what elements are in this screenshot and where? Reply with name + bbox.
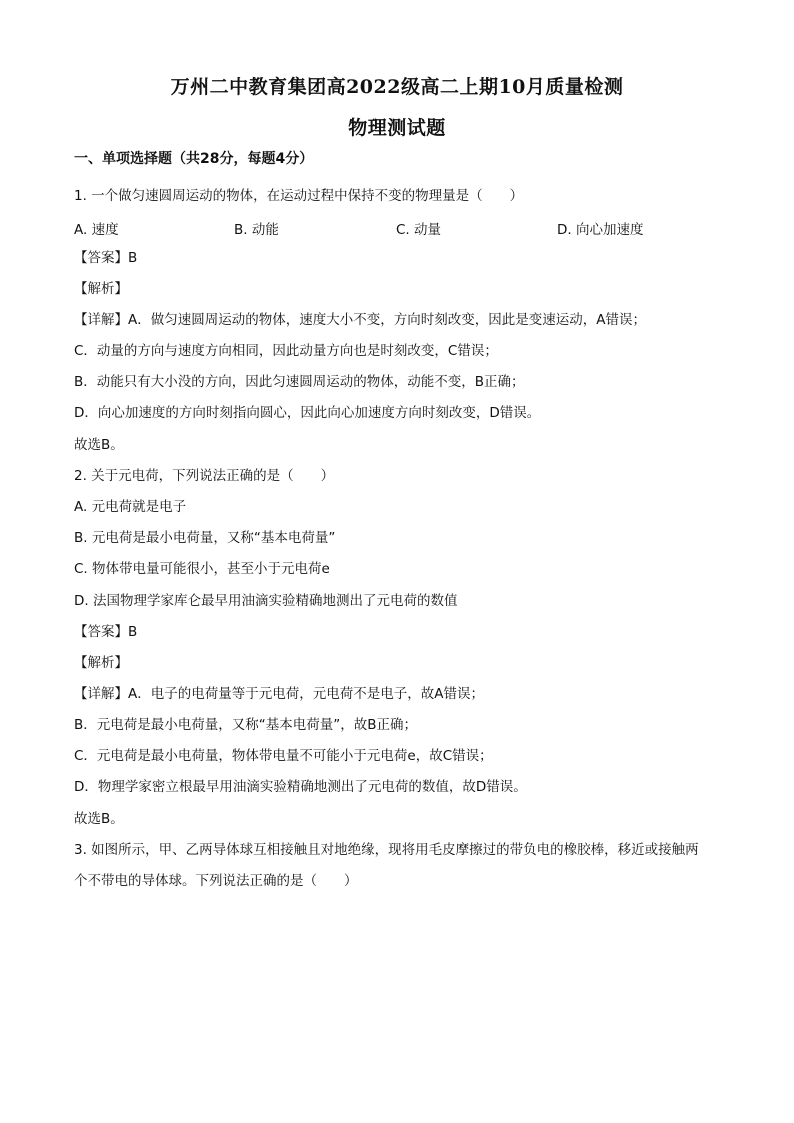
q1-option-b: B. 动能 <box>234 222 279 238</box>
q2-option-b: B. 元电荷是最小电荷量，又称“基本电荷量” <box>74 530 336 546</box>
q1-option-a: A. 速度 <box>74 222 119 238</box>
q1-detail-3: B．动能只有大小没的方向，因此匀速圆周运动的物体，动能不变，B正确； <box>74 374 525 390</box>
q2-option-a: A. 元电荷就是电子 <box>74 499 187 515</box>
q2-stem: 2. 关于元电荷，下列说法正确的是（ ） <box>74 468 335 484</box>
section-heading: 一、单项选择题（共28分，每题4分） <box>74 151 314 167</box>
q1-stem: 1. 一个做匀速圆周运动的物体，在运动过程中保持不变的物理量是（ ） <box>74 188 524 204</box>
q2-detail-2: B．元电荷是最小电荷量，又称“基本电荷量”，故B正确； <box>74 717 418 733</box>
q2-answer: 【答案】B <box>74 624 138 640</box>
q2-analysis-label: 【解析】 <box>74 655 128 671</box>
q2-detail-1: 【详解】A．电子的电荷量等于元电荷，元电荷不是电子，故A错误； <box>74 686 484 702</box>
q2-detail-3: C．元电荷是最小电荷量，物体带电量不可能小于元电荷e，故C错误； <box>74 748 493 764</box>
q2-option-d: D. 法国物理学家库仑最早用油滴实验精确地测出了元电荷的数值 <box>74 593 458 609</box>
q1-answer: 【答案】B <box>74 250 138 266</box>
q1-conclusion: 故选B。 <box>74 437 124 453</box>
q1-detail-4: D．向心加速度的方向时刻指向圆心，因此向心加速度方向时刻改变，D错误。 <box>74 405 541 421</box>
q3-stem-line-1: 3. 如图所示，甲、乙两导体球互相接触且对地绝缘，现将用毛皮摩擦过的带负电的橡胶棒，移近或接触两 <box>74 842 699 858</box>
q1-option-c: C. 动量 <box>396 222 442 238</box>
document-subtitle: 物理测试题 <box>348 117 446 139</box>
q1-option-d: D. 向心加速度 <box>557 222 644 238</box>
q3-stem-line-2: 个不带电的导体球。下列说法正确的是（ ） <box>74 873 358 889</box>
document-title: 万州二中教育集团高2022级高二上期10月质量检测 <box>170 76 624 98</box>
q1-detail-1: 【详解】A．做匀速圆周运动的物体，速度大小不变，方向时刻改变，因此是变速运动，A错误； <box>74 312 646 328</box>
q2-option-c: C. 物体带电量可能很小，甚至小于元电荷e <box>74 561 330 577</box>
q1-detail-2: C．动量的方向与速度方向相同，因此动量方向也是时刻改变，C错误； <box>74 343 498 359</box>
q2-conclusion: 故选B。 <box>74 811 124 827</box>
q1-analysis-label: 【解析】 <box>74 281 128 297</box>
q2-detail-4: D．物理学家密立根最早用油滴实验精确地测出了元电荷的数值，故D错误。 <box>74 779 527 795</box>
